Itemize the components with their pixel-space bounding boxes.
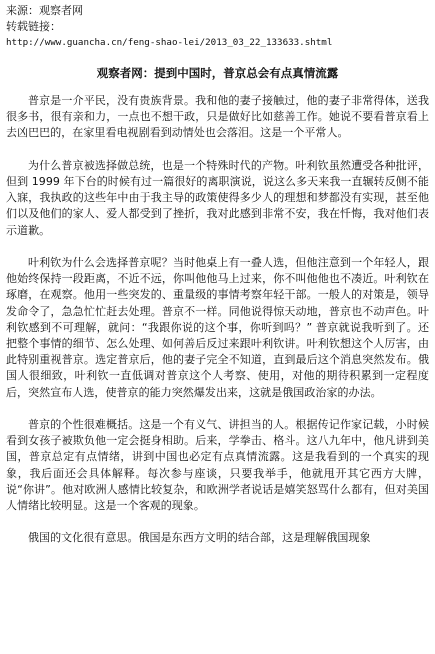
article-paragraph: 为什么普京被选择做总统，也是一个特殊时代的产物。叶利钦虽然遭受各种批评，但到 1999 年下台的时候有过一篇很好的离职演说，说这么多天来我一直辗转反侧不能入寐，我执政的这些年中由于我主导的政策使得多少人的理想和梦都没有实现，甚至他们以及他们的家人、爱人都受到了挫折，我对此感到非常不安，我在忏悔，我对他们表示道歉。 — [6, 158, 429, 237]
article-paragraph: 普京是一介平民，没有贵族背景。我和他的妻子接触过，他的妻子非常得体，送我很多书，很有亲和力，一点也不想干政，只是做好比如慈善工作。她说不要看普京看上去凶巴巴的，在家里看电视剧看到动情处也会落泪。这是一个平常人。 — [6, 94, 429, 140]
article-paragraph: 普京的个性很难概括。这是一个有义气、讲担当的人。根据传记作家记载，小时候看到女孩子被欺负他一定会挺身相助。后来，学拳击、格斗。这八九年中，他凡讲到美国，普京总定有点情绪，讲到中国也必定有点真情流露。这是我看到的一个真实的现象，我后面还会具体解释。每次参与座谈，只要我举手，他就甩开其它西方大牌，说“你讲”。他对欧洲人感情比较复杂，和欧洲学者说话是嬉笑怒骂什么都有，但对美国人情绪比较明显。这是一个客观的现象。 — [6, 418, 429, 513]
source-url[interactable]: http://www.guancha.cn/feng-shao-lei/2013_03_22_133633.shtml — [6, 37, 333, 48]
article-page — [6, 3, 429, 547]
link-label: 转载链接： — [6, 20, 61, 33]
article-paragraph: 叶利钦为什么会选择普京呢？当时他桌上有一叠人选，但他注意到一个年轻人，跟他始终保持一段距离，不近不远，你叫他他马上过来，你不叫他他也不凑近。叶利钦在琢磨，在观察。他用一些突发的、重量级的事情考察年轻干部。一般人的对策是，领导发命令了，急急忙忙赶去处理。普京不一样。同他说得惊天动地，普京也不动声色。叶利钦感到不可理解，就问：“我跟你说的这个事，你听到吗？” 普京就说我听到了。还把整个事情的细节、怎么处理、如何善后反过来跟叶利钦讲。叶利钦想这个人厉害，由此特别重视普京。选定普京后，他的妻子完全不知道，直到最后这个消息突然发布。俄国人很细致，叶利钦一直低调对普京这个人考察、使用，对他的期待积累到一定程度后，突然宣布人选，使普京的能力突然爆发出来，这就是俄国政治家的办法。 — [6, 256, 429, 399]
article-paragraph: 俄国的文化很有意思。俄国是东西方文明的结合部，这是理解俄国现象 — [28, 531, 371, 545]
article-title: 观察者网：提到中国时，普京总会有点真情流露 — [96, 66, 339, 80]
source-line: 来源：观察者网 — [6, 4, 83, 17]
